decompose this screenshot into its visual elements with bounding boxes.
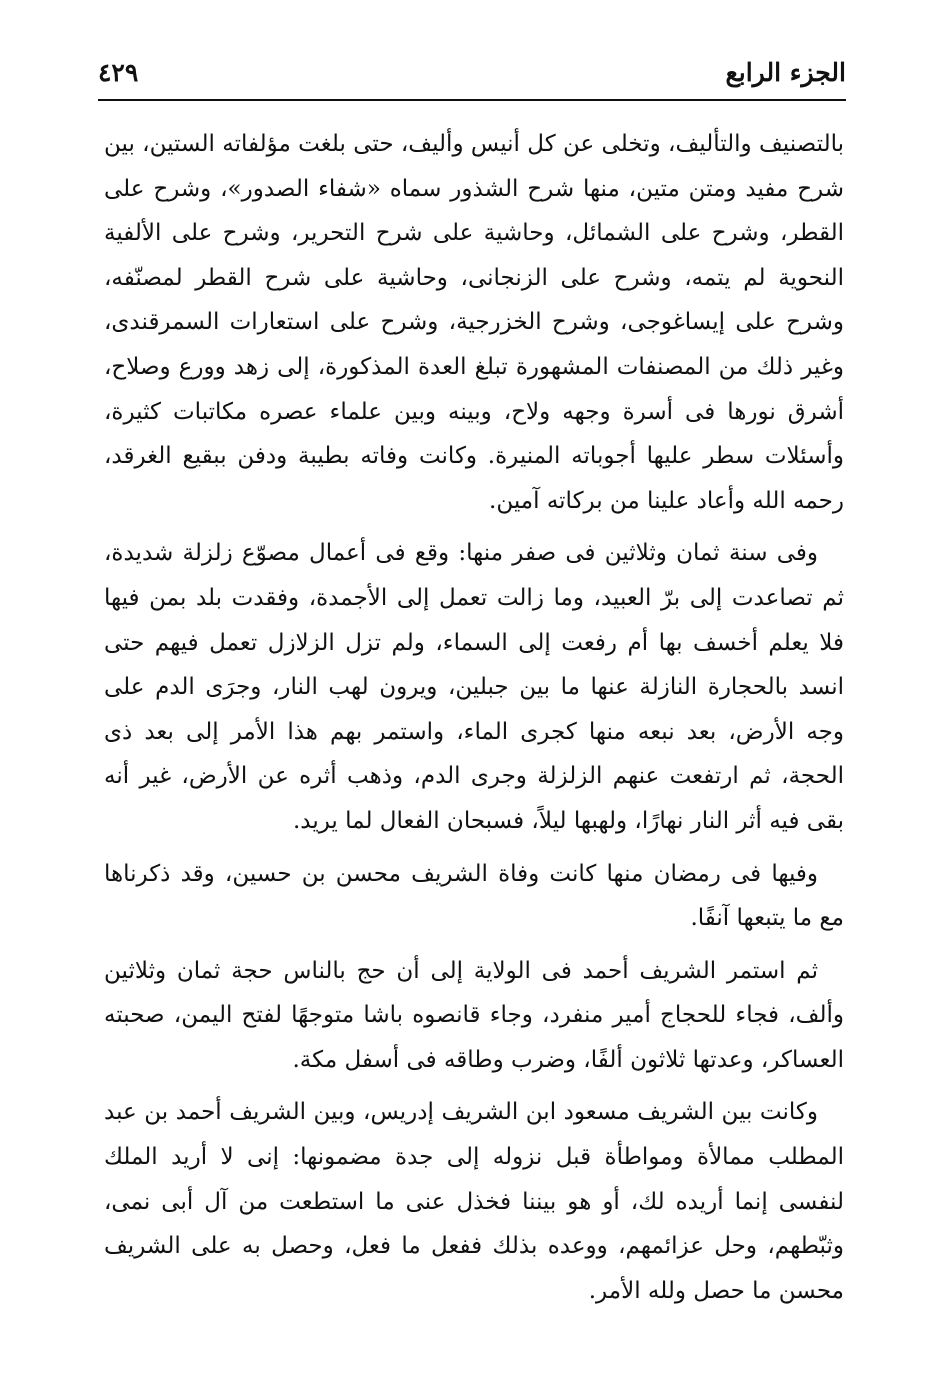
page-number: ٤٢٩	[98, 58, 139, 87]
paragraph-death-muhsin: وفيها فى رمضان منها كانت وفاة الشريف محسن بن حسين، وقد ذكرناها مع ما يتبعها آنفًا.	[104, 860, 844, 932]
header-rule	[98, 99, 846, 101]
body-text	[104, 122, 844, 1321]
running-head	[98, 52, 846, 96]
paragraph-agreement: وكانت بين الشريف مسعود ابن الشريف إدريس، وبين الشريف أحمد بن عبد المطلب ممالأة ومواطأة قبل نزوله إلى جدة مضمونها: إنى لا أريد الملك لنفسى إنما أريده لك، أو هو بيننا فخذل عنى ما استطعت من آل أبى نمى، وثبّطهم، وحل عزائمهم، ووعده بذلك ففعل ما فعل، وحصل به على الشريف محسن ما حصل ولله الأمر.	[104, 1099, 844, 1304]
paragraph-pilgrimage: ثم استمر الشريف أحمد فى الولاية إلى أن حج بالناس حجة ثمان وثلاثين وألف، فجاء للحجاج أمير منفرد، وجاء قانصوه باشا متوجهًا لفتح اليمن، صحبته العساكر، وعدتها ثلاثون ألفًا، وضرب وطاقه فى أسفل مكة.	[104, 957, 844, 1073]
paragraph-earthquake: وفى سنة ثمان وثلاثين فى صفر منها: وقع فى أعمال مصوّع زلزلة شديدة، ثم تصاعدت إلى برّ العبيد، وما زالت تعمل إلى الأجمدة، وفقدت بلد بمن فيها فلا يعلم أخسف بها أم رفعت إلى السماء، ولم تزل الزلازل تعمل فيهم حتى انسد بالحجارة النازلة عنها ما بين جبلين، ويرون لهب النار، وجرَى الدم على وجه الأرض، بعد نبعه منها كجرى الماء، واستمر بهم هذا الأمر إلى بعد ذى الحجة، ثم ارتفعت عنهم الزلزلة وجرى الدم، وذهب أثره عن الأرض، غير أنه بقى فيه أثر النار نهارًا، ولهبها ليلاً، فسبحان الفعال لما يريد.	[104, 540, 844, 834]
paragraph-continuation: بالتصنيف والتأليف، وتخلى عن كل أنيس وأليف، حتى بلغت مؤلفاته الستين، بين شرح مفيد ومتن متين، منها شرح الشذور سماه «شفاء الصدور»، وشرح على القطر، وشرح على الشمائل، وحاشية على شرح التحرير، وشرح على الألفية النحوية لم يتمه، وشرح على الزنجانى، وحاشية على شرح القطر لمصنّفه، وشرح على إيساغوجى، وشرح الخزرجية، وشرح على استعارات السمرقندى، وغير ذلك من المصنفات المشهورة تبلغ العدة المذكورة، إلى زهد وورع وصلاح، أشرق نورها فى أسرة وجهه ولاح، وبينه وبين علماء عصره مكاتبات كثيرة، وأسئلات سطر عليها أجوباته المنيرة. وكانت وفاته بطيبة ودفن ببقيع الغرقد، رحمه الله وأعاد علينا من بركاته آمين.	[104, 131, 845, 514]
running-title: الجزء الرابع	[725, 58, 846, 87]
